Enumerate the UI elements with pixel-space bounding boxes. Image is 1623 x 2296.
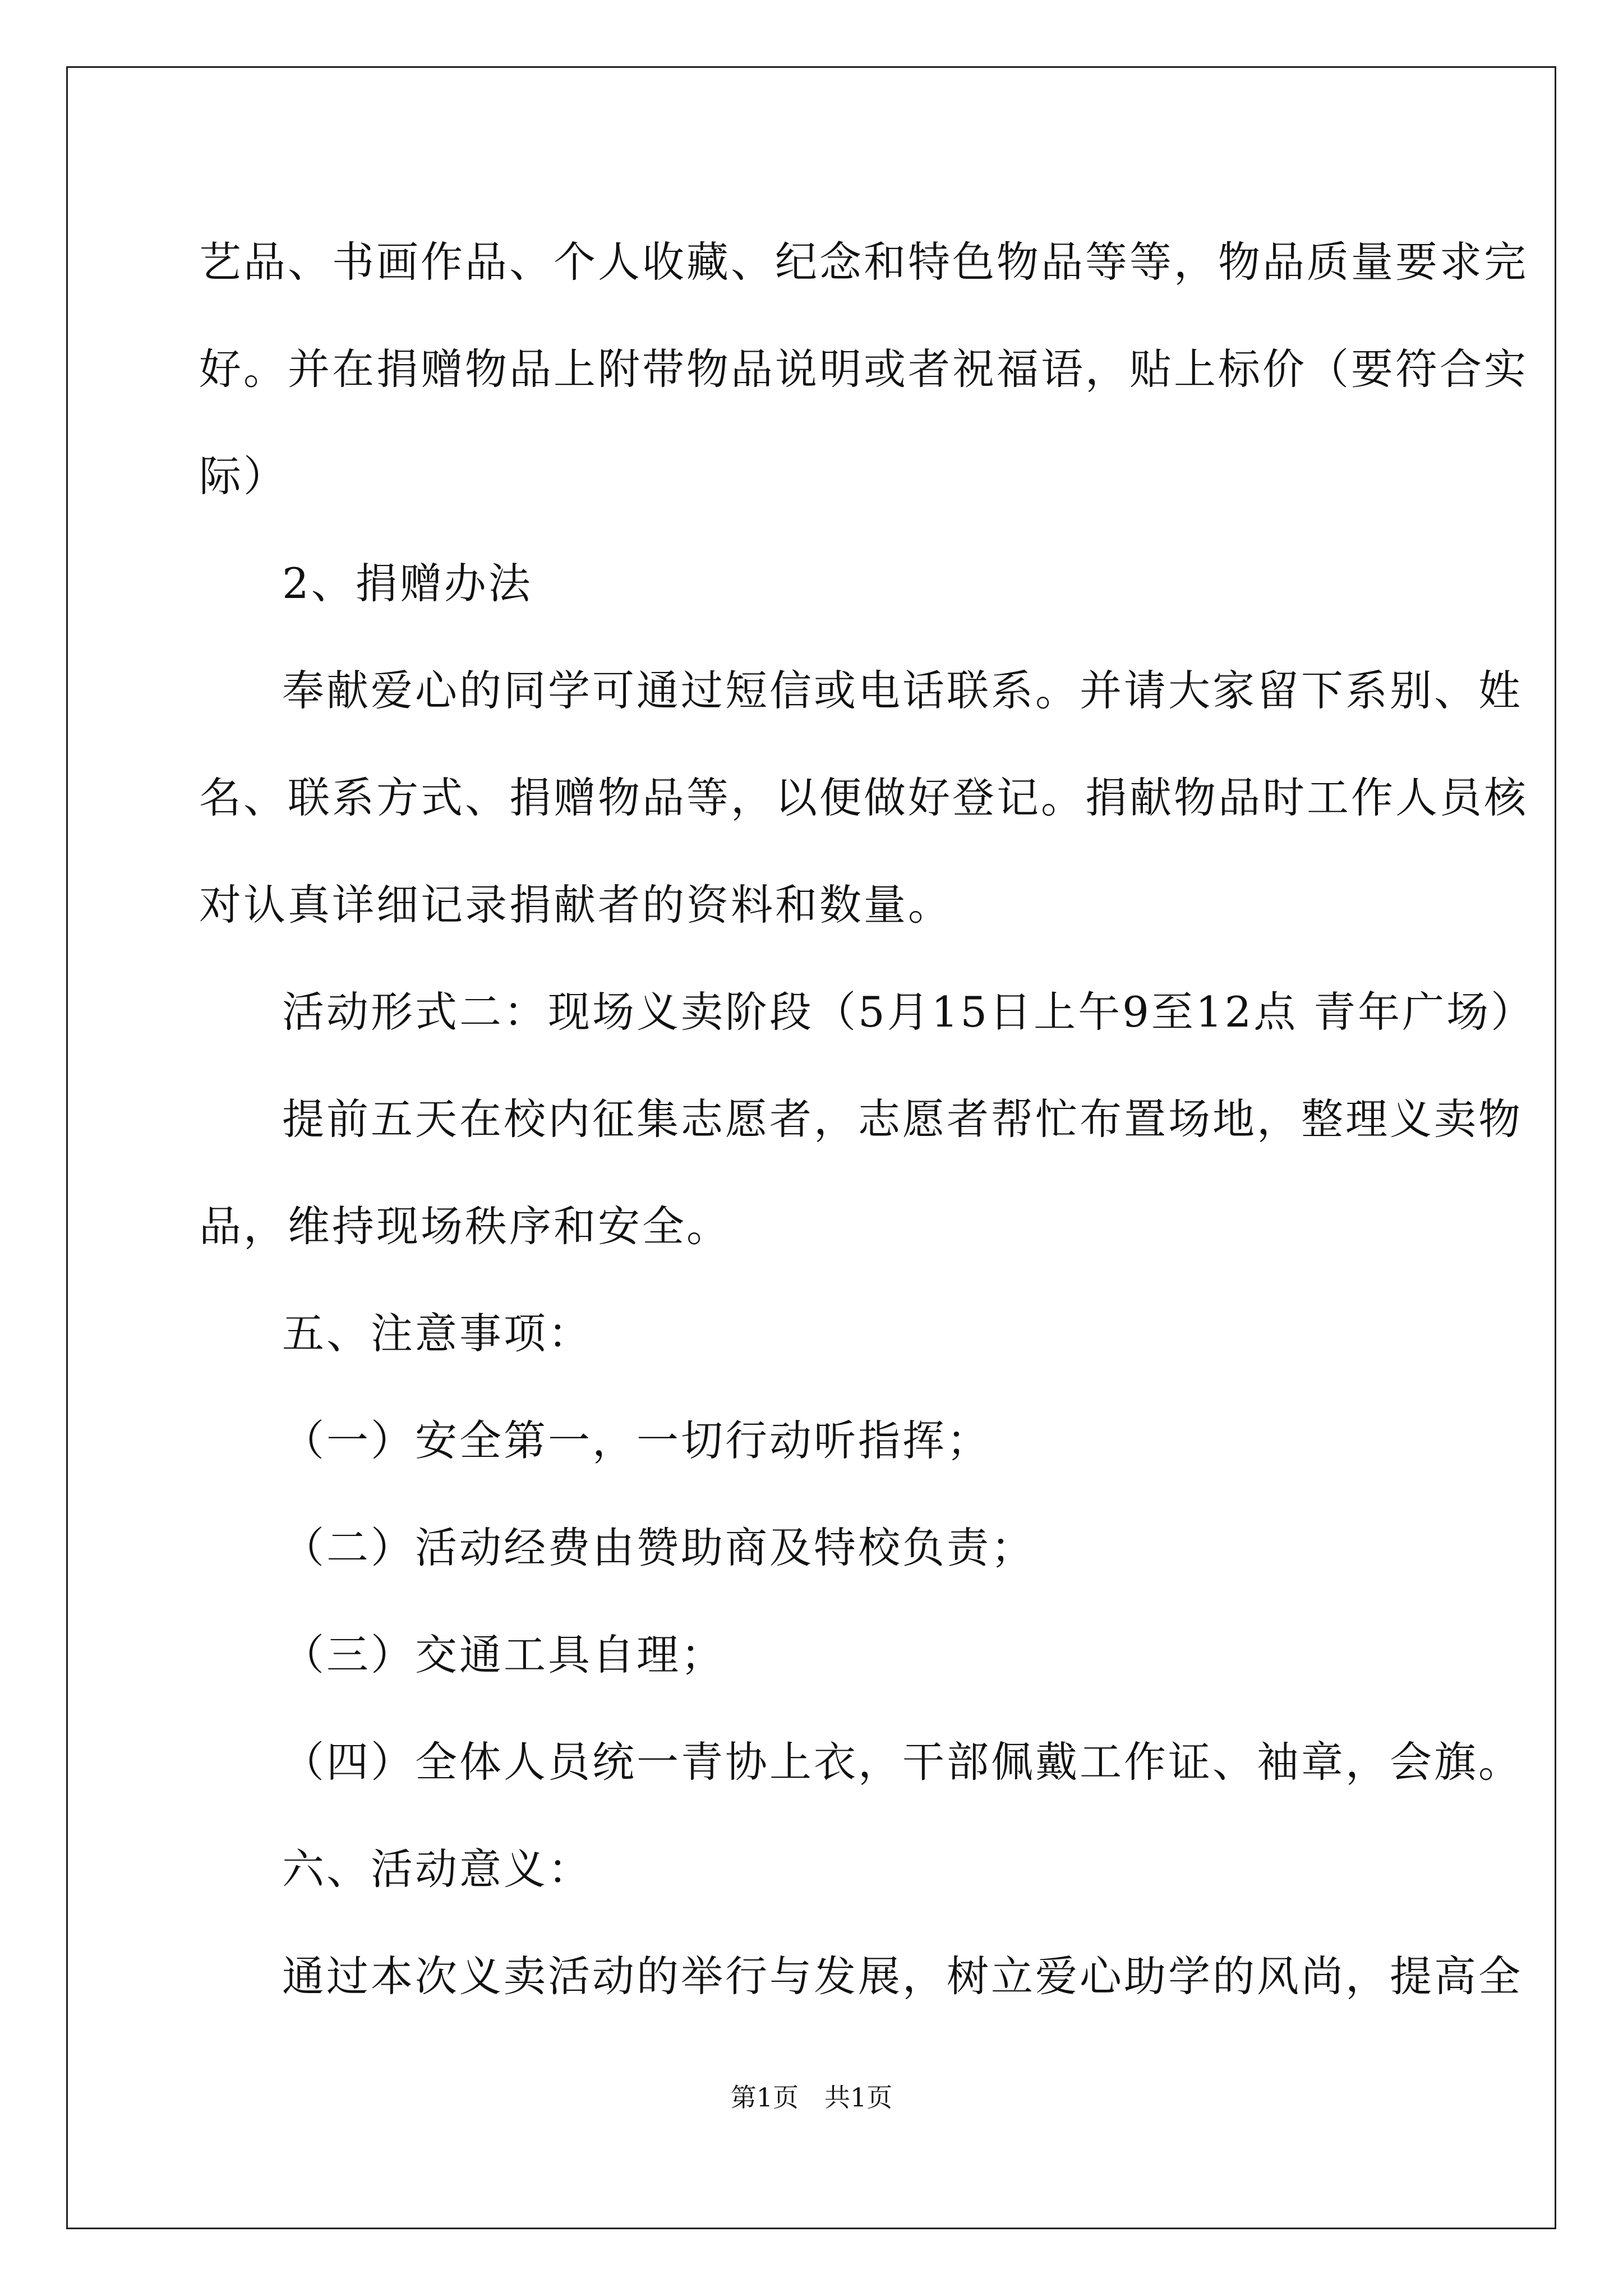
section-heading: 六、活动意义： [282, 1844, 593, 1894]
body-line: 名、联系方式、捐赠物品等，以便做好登记。捐献物品时工作人员核 [199, 773, 1529, 822]
list-item: （四）全体人员统一青协上衣，干部佩戴工作证、袖章，会旗。 [282, 1737, 1523, 1787]
page-number-footer: 第1页 共1页 [730, 2082, 893, 2113]
list-item: （三）交通工具自理； [282, 1630, 726, 1680]
list-item: （一）安全第一，一切行动听指挥； [282, 1416, 992, 1465]
body-line: 提前五天在校内征集志愿者，志愿者帮忙布置场地，整理义卖物 [282, 1094, 1523, 1144]
body-line: 好。并在捐赠物品上附带物品说明或者祝福语，贴上标价（要符合实 [199, 344, 1529, 394]
list-item: （二）活动经费由赞助商及特校负责； [282, 1523, 1036, 1572]
body-line: 对认真详细记录捐献者的资料和数量。 [199, 880, 953, 930]
body-line: 际） [199, 452, 288, 501]
body-line: 品，维持现场秩序和安全。 [199, 1202, 731, 1251]
section-heading: 五、注意事项： [282, 1309, 593, 1358]
body-line: 通过本次义卖活动的举行与发展，树立爱心助学的风尚，提高全 [282, 1952, 1523, 2001]
section-heading: 2、捐赠办法 [282, 559, 533, 608]
section-heading: 活动形式二：现场义卖阶段（5月15日上午9至12点 青年广场） [282, 987, 1536, 1037]
body-line: 奉献爱心的同学可通过短信或电话联系。并请大家留下系别、姓 [282, 666, 1523, 715]
body-line: 艺品、书画作品、个人收藏、纪念和特色物品等等，物品质量要求完 [199, 237, 1529, 287]
document-body [199, 209, 1536, 2030]
